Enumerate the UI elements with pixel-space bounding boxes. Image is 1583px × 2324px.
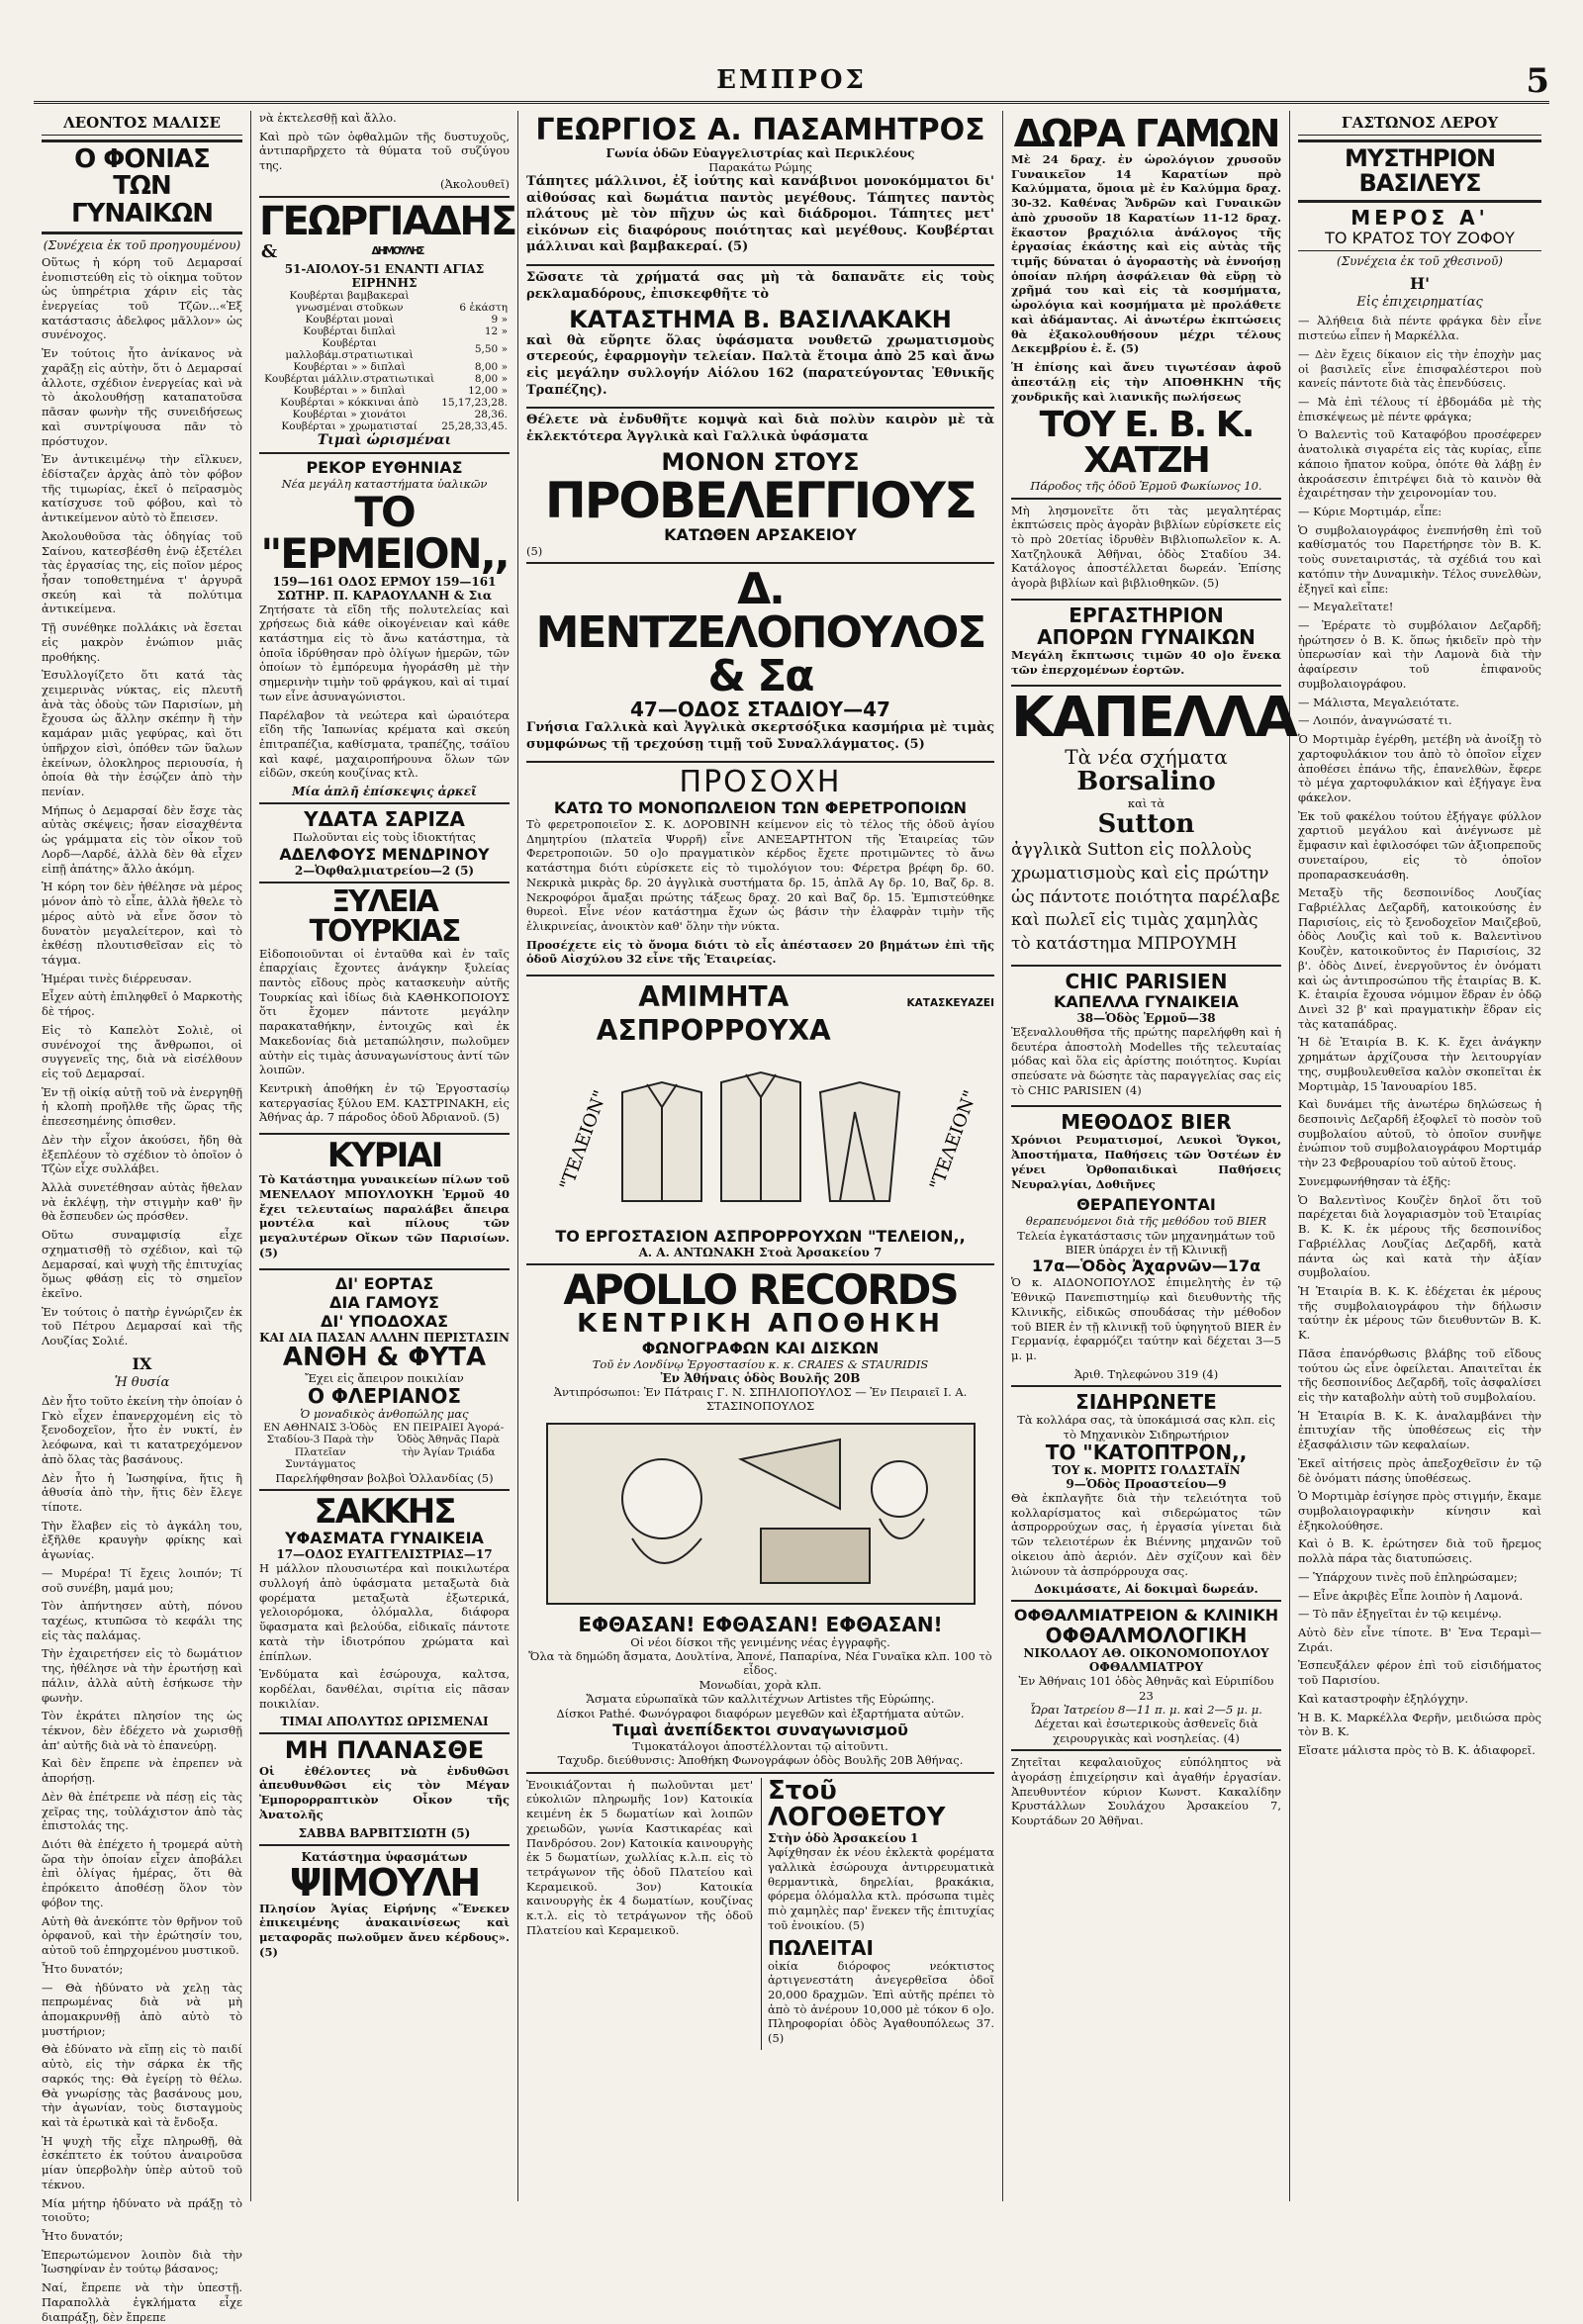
ad-text: Τὸ Κατάστημα γυναικείων πίλων τοῦ ΜΕΝΕΛΑΟΥ ΜΠΟΥΛΟΥΚΗ Ἑρμοῦ 40 ἔχει τελευταίως παραλάβει ἄπειρα μοντέλα καὶ πίλους τῶν μεγαλυτέρων Οἴκων τῶν Παρισίων. (5): [259, 1172, 510, 1259]
ad-prosochi: [526, 761, 994, 975]
price-value: 15,17,23,28.: [441, 397, 508, 410]
paragraph: — Ὑπάρχουν τινὲς ποῦ ἐπληρώσαμεν;: [1298, 1569, 1518, 1584]
paragraph: Ἡ ψυχὴ τῆς εἶχε πληρωθῇ, θὰ ἐσκέπτετο ἐκ τούτου ἀναιροῦσα μίαν ὑπερβολὴν ὑπὲρ αὐτοῦ τοῦ τέκνου.: [42, 2133, 242, 2191]
ad-sub: ΚΕΝΤΡΙΚΗ ΑΠΟΘΗΚΗ: [577, 1309, 944, 1340]
ad-address: 51-ΑΙΟΛΟΥ-51 ΕΝΑΝΤΙ ΑΓΙΑΣ ΕΙΡΗΝΗΣ: [284, 262, 485, 291]
ad-footer: ΤΙΜΑΙ ΑΠΟΛΥΤΩΣ ΩΡΙΣΜΕΝΑΙ: [280, 1715, 489, 1729]
price-value: 8,00 »: [474, 361, 508, 374]
price-table: [259, 290, 510, 432]
price-item: Κουβέρται » χρωματισταί: [281, 420, 418, 433]
ad-title: CHIC PARISIEN: [1065, 969, 1228, 993]
ad-chic-parisien: [1011, 965, 1281, 1106]
ad-title: ΣΑΚΚΗΣ: [314, 1492, 455, 1533]
ad-title: ΓΕΩΡΓΙΟΣ Α. ΠΑΣΑΜΗΤΡΟΣ: [535, 113, 985, 147]
ad-logothetou-block: [526, 1772, 994, 2054]
ad-text: Ἡ ἐπίσης καὶ ἄνευ τιγωτέσαν ἀφοῦ ἀπεστάλῃ εἰς τὴν ΑΠΟΘΗΚΗΝ τῆς χονδρικῆς καὶ λιανικῆς πωλήσεως: [1011, 360, 1281, 404]
ad-line: ΔΙΑ ΓΑΜΟΥΣ: [329, 1292, 439, 1312]
paragraph: — Θὰ ἠδύνατο νὰ χελῃ τὰς πεπρωμένας διὰ νὰ μὴ ἀπομακρυνθῇ ἀπὸ αὐτὸ τὸ μυστήριον;: [42, 1980, 242, 2038]
ad-name: Στοῦ ΛΟΓΟΘΕΤΟΥ: [768, 1775, 946, 1832]
ad-address: 9—Ὁδὸς Προαστείου—9: [1066, 1476, 1227, 1491]
ad-title: ΠΡΟΣΟΧΗ: [679, 765, 842, 800]
ad-address: 47—ΟΔΟΣ ΣΤΑΔΙΟΥ—47: [630, 697, 890, 722]
ad-sub: ΦΩΝΟΓΡΑΦΩΝ ΚΑΙ ΔΙΣΚΩΝ: [641, 1338, 880, 1357]
ad-text: Εἰδοποιοῦνται οἱ ἐνταῦθα καὶ ἐν ταῖς ἐπαρχίαις ἔχοντες ἀνάγκην ξυλείας παντὸς εἴδους πρὸς κατασκευὴν αὐτῆς Τουρκίας καὶ ἰδίως διὰ ΚΑΘΗΚΟΠΟΙΟΥΣ ὅτι ἔχομεν πάντοτε μεγάλην παρακαταθήκην, ἐντοιχῶς καὶ ἐκ Μακεδονίας διὰ μεταπώλησιν, πωλοῦμεν αὐτὴν εἰς τιμὰς ἀσυναγωνίστους ἀντί τῶν λοιπῶν.: [259, 946, 510, 1077]
ad-mid: καὶ τὰ: [1127, 795, 1165, 810]
ad-address: 2—Ὀφθαλμιατρείου—2 (5): [294, 863, 475, 878]
chapter-number: IX: [132, 1353, 152, 1373]
table-row: [259, 302, 510, 314]
ad-text: Παρέλαβον τὰ νεώτερα καὶ ὡραιότερα εἴδη τῆς Ἰαπωνίας κρέματα καὶ σκεύη ἐπιτραπέζια, καθίσματα, τραπέζης, τσάϊου καὶ καφέ, μαχαιροπήρουνα ὅλων τῶν εἰδῶν, σκεύη κουζίνας κτλ.: [259, 707, 510, 781]
column-4: [1003, 111, 1296, 2201]
serial-body-2: [42, 1394, 242, 2324]
ad-name: ΝΙΚΟΛΑΟΥ ΑΘ. ΟΙΚΟΝΟΜΟΠΟΥΛΟΥ: [1023, 1646, 1269, 1661]
ad-sub: ΚΑΤΩ ΤΟ ΜΟΝΟΠΩΛΕΙΟΝ ΤΩΝ ΦΕΡΕΤΡΟΠΟΙΩΝ: [553, 797, 968, 817]
ad-title: Δ. ΜΕΝΤΖΕΛΟΠΟΥΛΟΣ & Σα: [535, 564, 985, 702]
ad-text: Τὰ νέα σχήματα: [1065, 745, 1228, 770]
paragraph: Ἀλλὰ συνετέθησαν αὐτὰς ἤθελαν νὰ ἐκλέψῃ, τὴν στιγμὴν καθ' ἣν θὰ ἔσπευδεν ὡς πρόσθεν.: [42, 1180, 242, 1224]
ad-text: Ἐξεναλλουθῆσα τῆς πρώτης παρελήφθη καὶ ἡ δευτέρα ἀποστολὴ Modelles τῆς τελευταίας μόδας καὶ ὅλα εἰς ἀρίστης ποιότητος. Κυρίαι σπεύσατε νὰ δώσητε τὰς παραγγελίας σας εἰς τὸ CHIC PARISIEN (4): [1011, 1024, 1281, 1097]
ad-ermeion: [259, 452, 510, 802]
paragraph: — Μυρέρα! Τί ἔχεις λοιπόν; Τί σοῦ συνέβη, μαμά μου;: [42, 1565, 242, 1595]
ad-title: ΚΥΡΙΑΙ: [326, 1136, 442, 1176]
brand-sutton: Sutton: [1097, 809, 1195, 840]
paragraph: Συνεμφωνήθησαν τὰ ἑξῆς:: [1298, 1173, 1451, 1188]
price-value: 25,28,33,45.: [441, 420, 508, 433]
price-item: Κουβέρται » χιονάτοι: [292, 409, 407, 421]
ad-name: ΠΩΛΕΙΤΑΙ: [768, 1935, 874, 1960]
paragraph: Ἡ κόρη τον δὲν ἠθέλησε νὰ μέρος μόνον ἀπὸ τὸ εἶπε, ἀλλὰ ἤθελε τὸ μέρος αὐτὸ νὰ εἶνε ὅσον τὸ δυνατὸν μεγαλείτερον, καὶ τὸ ἐκθέσῃ πλουτισθεῖσαν εἰς τὸ τάγμα.: [42, 880, 242, 967]
ad-pasamitros: [526, 111, 994, 264]
brand-borsalino: Borsalino: [1076, 767, 1216, 797]
paragraph: Εἶχεν αὐτὴ ἐπιληφθεῖ ὁ Μαρκοτὴς δὲ τήρος.: [42, 989, 242, 1019]
ad-name: Ο ΦΛΕΡΙΑΝΟΣ: [307, 1384, 462, 1409]
ad-name: ΔΗΜΟΥΛΗΣ: [371, 245, 423, 258]
ad-top: Κατάστημα ὑφασμάτων: [301, 1849, 468, 1864]
ad-provelegios: [526, 407, 994, 562]
paragraph: — Μὰ ἐπὶ τέλους τί ἐβδομάδα μὲ τὴς ἐπισκέψεως μὲ πέντε φράγκα;: [1298, 394, 1541, 423]
ad-title: ΟΦΘΑΛΜΙΑΤΡΕΙΟΝ & ΚΛΙΝΙΚΗ: [1013, 1606, 1279, 1626]
page-number: 5: [1526, 61, 1549, 101]
ad-name: ΓΕΩΡΓΙΑΔΗΣ: [259, 198, 516, 244]
paragraph: Δὲν τὴν εἶχον ἀκούσει, ἤδη θὰ ἐξεπλέουν τὸ σχέδιον τὸ ὁποῖον ὁ Τζὼν εἶχε συλλάβει.: [42, 1132, 242, 1176]
ad-banner: ΕΦΘΑΣΑΝ! ΕΦΘΑΣΑΝ! ΕΦΘΑΣΑΝ!: [578, 1612, 943, 1636]
ad-text: Σῶσατε τὰ χρήματά σας μὴ τὰ δαπανᾶτε εἰς τοὺς ρεκλαμαδόρους, ἐπισκεφθῆτε τὸ: [526, 270, 994, 302]
serial-author: ΛΕΟΝΤΟΣ ΜΑΛΙΣΕ: [42, 111, 242, 136]
ad-text: Τιμαὶ ἀνεπίδεκτοι συναγωνισμοῦ: [612, 1720, 908, 1739]
paragraph: Ἐν τούτοις ἦτο ἀνίκανος νὰ χαρᾶξῃ εἰς αὐτὴν, ὅτι ὁ Δεμαρσαί ἀλλοτε, σχέδιον ἐνεργείας καὶ νὰ τὸ ἀκολουθήσῃ καταπατοῦσα πᾶσαν φωνὴν τῆς συνειδήσεως καὶ συντρίψουσα πᾶν τὸ πρόστυχον.: [42, 346, 242, 448]
paragraph: Τὸν ἀπήντησεν αὐτὴ, πόνου ταχέως, κτυπῶσα τὸ κεφάλι της εἰς τὰς παλάμας.: [42, 1599, 242, 1642]
ad-sub: Γωνία ὁδῶν Εὐαγγελιστρίας καὶ Περικλέους: [605, 145, 915, 160]
price-item: Κουβέρται βαμβακεραὶ: [289, 290, 410, 303]
ad-title: ΜΕΘΟΔΟΣ BIER: [1061, 1110, 1232, 1135]
paragraph: Πᾶσα ἐπανόρθωσις βλάβης τοῦ εἴδους τούτου ὡς εἶνε ὀφείλεται. Απαιτεῖται ἐκ τῆς δεσποινίδος Δεζαρδῆ, τοῖς ἀσφαλίσει εἰς τὴν καταβολὴν αὐτὴ τοῦ συμβολαίου.: [1298, 1346, 1541, 1404]
table-row: [259, 397, 510, 409]
ad-line: ΚΑΙ ΔΙΑ ΠΑΣΑΝ ΑΛΛΗΝ ΠΕΡΙΣΤΑΣΙΝ: [259, 1330, 510, 1345]
ad-title: ΚΑΤΑΣΤΗΜΑ Β. ΒΑΣΙΛΑΚΑΚΗ: [569, 306, 952, 334]
ad-bier-method: [1011, 1105, 1281, 1385]
ad-mi-planasthe: [259, 1732, 510, 1843]
ad-text: ἀγγλικὰ Sutton εἰς πολλοὺς χρωματισμοὺς καὶ εἰς πρώτην ὡς πάντοτε ποιότητα παρέλαβε καὶ πωλεῖ εἰς τιμὰς χαμηλὰς τὸ κατάστημα ΜΠΡΟΥΜΗ: [1011, 839, 1280, 955]
ad-title: ΑΜΙΜΗΤΑ ΑΣΠΡΟΡΡΟΥΧΑ: [596, 980, 831, 1047]
table-row: [259, 361, 510, 373]
paragraph: Ἡ δὲ Ἑταιρία Β. Κ. Κ. ἔχει ἀνάγκην χρημάτων ἀρχίζουσα τὴν λειτουργίαν της, συμβουλευθεῖσα καλὸν σκοπεῖται ἐκ Μορτιμὰρ, 15 Ἰανουαρίου 185.: [1298, 1035, 1541, 1093]
ad-text: Ὁ κ. ΑΙΔΟΝΟΠΟΥΛΟΣ ἐπιμελητὴς ἐν τῷ Ἐθνικῷ Πανεπιστημίῳ καὶ διευθυντὴς τῆς Κλινικῆς, εἰδικῶς σπουδάσας τὴν μέθοδον τοῦ BIER ἐν τῇ κλινικῇ τοῦ ὑφηγητοῦ BIER ἐν Γερμανίᾳ, ἐφαρμόζει ταύτην καὶ δέχεται 3—5 μ. μ.: [1011, 1275, 1281, 1363]
ad-name: ΣΑΒΒΑ ΒΑΡΒΙΤΣΙΩΤΗ (5): [298, 1825, 471, 1840]
continuation-line: Καὶ πρὸ τῶν ὀφθαλμῶν τῆς δυστυχοῦς, ἀντιπαρῆρχετο τὰ θύματα τοῦ συζύγου της.: [259, 129, 510, 173]
ad-text: Μεγάλη ἔκπτωσις τιμῶν 40 ο]ο ἕνεκα τῶν ἐπερχομένων ἑορτῶν.: [1011, 647, 1281, 677]
paragraph: Ἐκ τοῦ φακέλου τούτου ἐξήγαγε φύλλον χαρτιοῦ μεγάλου καὶ ἀνέγνωσε μὲ ἔμφασιν καὶ ἐφιλοσόφει τῶν ἀξιοπρεποῦς συνεταίρου, εἰς τὸ ὁποῖον προπαρασκευάσθη.: [1298, 808, 1541, 882]
ad-line: ΔΙ' ΕΟΡΤΑΣ: [334, 1273, 434, 1293]
ad-num: (5): [526, 543, 543, 558]
ad-workshop: [1011, 599, 1281, 685]
ad-footer: Μία ἁπλῆ ἐπίσκεψις ἀρκεῖ: [292, 785, 477, 799]
paragraph: Εἴσατε μάλιστα πρὸς τὸ B. K. ἀδιαφορεῖ.: [1298, 1743, 1536, 1758]
ad-line: ΜΟΝΟΝ ΣΤΟΥΣ: [661, 448, 860, 477]
ad-name: ΤΟ "ΚΑΤΟΠΤΡΟΝ,,: [1045, 1440, 1248, 1464]
chapter-title: Ἡ θυσία: [114, 1374, 170, 1390]
ad-ironing: [1011, 1385, 1281, 1600]
ad-text: Ταχυδρ. διεύθυνσις: Ἀποθήκη Φωνογράφων ὁδὸς Βουλῆς 20Β Ἀθήνας.: [557, 1753, 964, 1768]
column-2: [251, 111, 518, 2201]
paragraph: Ἀκολουθοῦσα τὰς ὁδηγίας τοῦ Σαίνου, κατεσβέσθη ἐνῷ ἐξετέλει τὰς ἐργασίας της, εἰς ποῖον μέρος ἦσαν τοποθετημένα τ' ἀργυρᾶ σκεύη καὶ τὰ πολύτιμα ἀντικείμενα.: [42, 528, 242, 616]
ad-kyriai: [259, 1133, 510, 1267]
ad-name: ΤΟΥ Ε. Β. Κ. ΧΑΤΖΗ: [1039, 405, 1254, 482]
ad-sub: Ἔχει εἰς ἄπειρον ποικιλίαν: [305, 1370, 464, 1385]
ad-title: ΟΦΘΑΛΜΟΛΟΓΙΚΗ: [1045, 1624, 1248, 1648]
ad-reps: Ἀντιπρόσωποι: Ἐν Πάτραις Γ. Ν. ΣΠΗΛΙΟΠΟΥΛΟΣ — Ἐν Πειραιεῖ Ι. Α. ΣΤΑΣΙΝΟΠΟΥΛΟΣ: [553, 1384, 968, 1414]
ad-factory: ΤΟ ΕΡΓΟΣΤΑΣΙΟΝ ΑΣΠΡΟΡΡΟΥΧΩΝ "ΤΕΛΕΙΟΝ,,: [555, 1227, 966, 1247]
column-5: [1290, 111, 1549, 2201]
ad-text: Χρόνιοι Ρευματισμοί, Λευκοὶ Ὄγκοι, Ἀποστήματα, Παθήσεις τῶν Ὀστέων ἐν γένει Ὀρθοπαιδικαὶ Παθήσεις Νευραλγίαι, Δοθιῆνες: [1011, 1133, 1281, 1191]
ad-address: 17—ΟΔΟΣ ΕΥΑΓΓΕΛΙΣΤΡΙΑΣ—17: [276, 1547, 493, 1562]
columns: [34, 111, 1549, 2324]
paragraph: Τὴν ἔλαβεν εἰς τὸ ἀγκάλη του, ἐξῆλθε κραυγὴν φρίκης καὶ ἀγωνίας.: [42, 1518, 242, 1562]
masthead-title: ΕΜΠΡΟΣ: [716, 65, 867, 95]
paragraph: — Δὲν ἔχεις δίκαιον εἰς τὴν ἐποχὴν μας οἱ βασιλεῖς εἶνε ἐπισφαλέστεροι ποὺ κανείς πάντοτε διὰ τὰς ἐπενδύσεις.: [1298, 346, 1541, 391]
price-item: Κουβέρται » » διπλαὶ: [293, 385, 406, 398]
paragraph: — Ἐρέρατε τὸ συμβόλαιον Δεζαρδῆ; ἠρώτησεν ὁ Β. Κ. ὅπως ἠκιδεῖν πρὸ τὴν ὑπερωσίαν καὶ τὴν Λαμονὰ διὰ τὴν ἀφαίρεσιν τοῦ ἐπιφανοῦς συμβολαιογράφου.: [1298, 618, 1541, 691]
ad-text: Κεντρικὴ ἀποθήκη ἐν τῷ Ἐργοστασίῳ κατεργασίας ξύλου ΕΜ. ΚΑΣΤΡΙΝΑΚΗ, εἰς Ἀθήνας ἀρ. 7 πάροδος ὁδοῦ Ἀδριανοῦ. (5): [259, 1081, 510, 1125]
ad-mentzelopoulos: [526, 562, 994, 761]
ad-address-athens: ΕΝ ΑΘΗΝΑΙΣ 3-Ὁδὸς Σταδίου-3 Παρὰ τὴν Πλατεῖαν Συντάγματος: [263, 1421, 378, 1471]
ad-sub: ΤΟΥ κ. ΜΟΡΙΤΣ ΓΟΛΔΣΤΑΪΝ: [1052, 1462, 1241, 1477]
ad-text: Η μάλλον πλουσιωτέρα καὶ ποικιλωτέρα συλλογή ἀπὸ ὑφάσματα μεταξωτὰ διὰ φορέματα μεταξωτὰ ἐξωτερικά, γελοιορόμοκα, ὀλόμαλλα, διάφορα ὕφασματα καὶ βελούδα, εἰδικαῖς πάντοτε κατὰ τὴν ἰδιοτρόπου χρώματα καὶ ἐπίπλων.: [259, 1561, 510, 1663]
table-row: [259, 409, 510, 420]
table-row: [259, 385, 510, 397]
paragraph: Μία μήτηρ ἠδύνατο νὰ πράξῃ τὸ τοιοῦτο;: [42, 2195, 242, 2225]
ad-wedding-gifts: [1011, 111, 1281, 498]
price-value: 5,50 »: [474, 343, 508, 356]
ad-text: Μονωδίαι, χορὰ κλπ.: [698, 1677, 822, 1692]
paragraph: — Εἶνε ἀκριβὲς Εἶπε λοιπὸν ἡ Λαμονά.: [1298, 1588, 1524, 1603]
ad-text: Προσέχετε εἰς τὸ ὄνομα διότι τὸ εἶς ἀπέστασεν 20 βημάτων ἐπὶ τῆς ὁδοῦ Αἰσχύλου 32 εἶνε τῆς Ἑταιρείας.: [526, 937, 994, 967]
price-value: 9 »: [491, 314, 508, 326]
ad-sariza-waters: [259, 802, 510, 881]
ad-sub: Νέα μεγάλη καταστήματα ὑαλικῶν: [281, 477, 488, 492]
ad-teleion: [526, 975, 994, 1263]
paragraph: Ἐσπευξάλεν φέρον ἐπὶ τοῦ εἰσιδήματος τοῦ Παρισίου.: [1298, 1658, 1541, 1688]
ad-bookstore: [1011, 498, 1281, 599]
ad-text: Ἀφίχθησαν ἐκ νέου ἐκλεκτὰ φορέματα γαλλικὰ ἐσώρουχα ἀντιρρευματικὰ θερμαντικὰ, δηρελίαι, βρακάκια, φόρεμα ὁλόμαλλα κτλ. πρόσωπα τιμὲς πιὸ χαμηλὲς παρ' ἕνεκεν τῆς ἐπιτυχίας τοῦ ἐνοικίου. (5): [768, 1845, 994, 1932]
price-item: Κουβέρται » » διπλαὶ: [293, 361, 406, 374]
ad-sub: Πωλοῦνται εἰς τοὺς ἰδιοκτήτας: [293, 830, 476, 845]
paragraph: Τῇ συνέθηκε πολλάκις νὰ ἔσεται εἰς μακρὸν ἐνώπιον μιᾶς προθήκης.: [42, 620, 242, 664]
paragraph: Καὶ καταστροφὴν ἐξηλόγχην.: [1298, 1691, 1469, 1706]
ad-sub: Ὁ μοναδικὸς ἀνθοπώλης μας: [300, 1407, 469, 1422]
ad-text: Θέλετε νὰ ἐνδυθῆτε κομψὰ καὶ διὰ πολὺν καιρὸν μὲ τὰ ἐκλεκτότερα Ἀγγλικὰ καὶ Γαλλικὰ ὑφάσματα: [526, 413, 994, 444]
paragraph: — Τὸ πᾶν ἐξηγεῖται ἐν τῷ κειμένῳ.: [1298, 1607, 1502, 1622]
ad-text: θεραπευόμενοι διὰ τῆς μεθόδου τοῦ BIER: [1025, 1214, 1267, 1229]
table-row: [259, 420, 510, 432]
paragraph: Ἐν τῇ οἰκίᾳ αὐτῇ τοῦ νὰ ἐνεργηθῇ ἡ κλοπὴ προῆλθε τῆς ὥρας τῆς ἐπεσεσημένης ὀπισθεν.: [42, 1084, 242, 1129]
ad-title: ΞΥΛΕΙΑ ΤΟΥΡΚΙΑΣ: [309, 883, 460, 949]
paragraph: Ναί, ἔπρεπε νὰ τὴν ὑπεστῇ. Παραπολλὰ ἐγκλήματα εἶχε διαπράξῃ, δὲν ἔπρεπε: [42, 2280, 242, 2324]
brand-label: "ΤΕΛΕΙΟΝ": [925, 1087, 981, 1193]
shirts-illustration: [553, 1053, 981, 1221]
ad-title: ΠΡΟΒΕΛΕΓΓΙΟΥΣ: [544, 471, 977, 529]
column-1: [34, 111, 251, 2324]
price-item: Κουβέρται » κόκκιναι ἀπὸ: [280, 397, 419, 410]
ad-text: Ἐνδύματα καὶ ἐσώρουχα, καλτσα, κορδέλαι, δανθέλαι, σιρίτια εἰς πᾶσαν ποικιλίαν.: [259, 1667, 510, 1711]
price-value: 6 ἑκάστη: [459, 302, 508, 315]
ad-text: οἰκία διόροφος νεόκτιστος ἀρτιγενεστάτη ἀνεγερθεῖσα ὁδοῖ 20,000 δραχμῶν. Ἐπὶ αὐτῆς πρέπει τὸ ἀπὸ τὸ ἀνέρουν 10,000 μὲ τόκον 6 ο]ο. Πληροφορίαι ὁδὸς Ἀγαθουπόλεως 37. (5): [768, 1958, 994, 2046]
serial-author: ΓΑΣΤΩΝΟΣ ΛΕΡΟΥ: [1298, 111, 1541, 136]
continuation-line: (Ἀκολουθεῖ): [440, 176, 510, 191]
ad-title: ΕΡΓΑΣΤΗΡΙΟΝ: [1069, 603, 1224, 627]
part-number: ΜΕΡΟΣ Α': [1350, 206, 1489, 231]
ad-text: Ὅλα τὰ δημώδη ἄσματα, Δουλτίνα, Ἀπονέ, Παπαρίνα, Νέα Γυναῖκα κλπ. 100 τὸ εἶδος.: [528, 1649, 992, 1678]
paragraph: — Ἀλήθεια διὰ πέντε φράγκα δὲν εἶνε πιστεύω εἶπεν ἡ Μαρκέλλα.: [1298, 314, 1541, 343]
paragraph: Μήπως ὁ Δεμαρσαί δὲν ἔσχε τὰς αὐτὰς σκέψεις; ἦσαν εἰσαχθέντα ὡς γράμματα εἰς τὸν οἶκον τοῦ Λορδ—Λαρδέ, ἀλλὰ δὲν θὰ εἶχεν εἰπῇ ἀπάτης» ἄλλο ἀκόμη.: [42, 802, 242, 876]
ad-sub: ΚΑΤΩΘΕΝ ΑΡΣΑΚΕΙΟΥ: [664, 524, 857, 544]
paragraph: Ἐν ἀντικειμένῳ τὴν εἴλκυεν, ἐδίσταζεν ἀρχὰς ἀπὸ τὸν φόβον τῆς τιμωρίας, ἐκεῖ ὁ πεῖρασμὸς κατίσχυσε τοῦ φόβου, καὶ τὸ ἀντικείμενον αὐτὸ τὸ ἔπεισεν.: [42, 452, 242, 525]
ad-title: APOLLO RECORDS: [563, 1265, 958, 1315]
ad-title: ΑΠΟΡΩΝ ΓΥΝΑΙΚΩΝ: [1037, 624, 1256, 649]
paragraph: Εἰς τὸ Καπελὸτ Σολιὲ, οἱ συνένοχοί της ἄνθρωποι, οἱ συγγενεῖς της, διὰ νὰ εἰσέλθουν εἰς τοῦ Δεμαρσαί.: [42, 1022, 242, 1080]
ad-text: Τάπητες μάλλινοι, ἐξ ἰούτης καὶ κανάβινοι μονοκόμματοι δι' αἰθούσας καὶ δωμάτια παντὸς μεγέθους. Τάπητες παντὸς πλάτους μὲ τὸν πῆχυν ὡς καὶ διάδρομοι. Τάπητες μετ' εἰκόνων εἰς διαφόρους ποιότητας καὶ μεγέθους. Κουβέρται μάλλιναι καὶ βαμβακεραί. (5): [526, 173, 994, 255]
ad-title: ΨΙΜΟΥΛΗ: [289, 1860, 480, 1905]
ad-text: Πλησίον Ἁγίας Εἰρήνης «Ἕνεκεν ἐπικειμένης ἀνακαινίσεως καὶ μεταφορᾶς πωλοῦμεν ἄνευ κέρδους». (5): [259, 1901, 510, 1959]
ad-vasilakaki: [526, 264, 994, 407]
ad-text: Μὲ 24 δραχ. ἐν ὡρολόγιον χρυσοῦν Γυναικεῖον 14 Καρατίων πρὸ Καλύμματα, ὅμοια μὲ ἐν Καλύμμα δραχ. 30-32. Καθένας Ἄνδρῶν καὶ Γυναικῶν ἀπὸ χρυσοῦν 18 Καρατίων 11-12 δραχ. ἕκαστον βραχιόλια ἀνάλογος τῆς ἐργασίας ἑκάστης καὶ εἰς αὐτὰς τῆς τιμῆς δύναται ὁ ἀγοραστὴς νὰ ἐννοήσῃ ὁποίαν πλήρη ἀσφάλειαν θὰ εὕρῃ τὸ χρῆμά του καὶ εἰς τὰ κοσμήματα, ὡρολόγια καὶ κοσμήματα μὲ προλάθετε καὶ ἀδάμαντας. Αἱ ἀνωτέρω ἐκπτώσεις θὰ ἐξακολουθήσουν μέχρι τέλους Δεκεμβρίου ἐ. ἔ. (5): [1011, 152, 1281, 356]
column-3: [518, 111, 1003, 2201]
ad-sub: Στὴν ὁδὸ Ἀρσακείου 1: [768, 1831, 919, 1846]
ad-name: ΤΟ "ΕΡΜΕΙΟΝ,,: [260, 487, 509, 578]
price-value: [439, 290, 510, 302]
paragraph: Καὶ δυνάμει τῆς ἀνωτέρω δηλώσεως ἡ δεσποινὶς Δεζαρδῆ ἐξοφλεῖ τὸ ποσὸν τοῦ συμβολαίου αὐτοῦ, τὸ ὁποῖον συνῆψε ἐνώπιον τοῦ συμβολαιογράφου Μορτιμάρ τὴν 23 Φεβρουαρίου τοῦ αὐτοῦ ἔτους.: [1298, 1097, 1541, 1170]
paragraph: — Λοιπόν, ἀναγνώσατέ τι.: [1298, 713, 1452, 728]
paragraph: Ἐπερωτώμενον λοιπὸν διὰ τὴν Ἰωσηφίναν ἐν τούτῳ βάσανος;: [42, 2247, 242, 2277]
ad-text: Ἐνοικιάζονται ἡ πωλοῦνται μετ' εὐκολιῶν πληρωμῆς 1ον) Κατοικία κειμένη ἐκ 5 δωματίων καὶ λοιπῶν χρειωδῶν, γωνία Καστικαρέας καὶ Πανδρόσου. 2ον) Κατοικία καινουργὴς ἐκ 5 δωματίων, χωλλίας κ.λ.π. εἰς τὸ τετράγωνον τῆς ὁδοῦ Πλατείου καὶ Κεραμεικοῦ. 3ον) Κατοικία καινουργὴς ἐκ 4 δωματίων, κουζίνας κ.τ.λ. εἰς τὸ τετράγωνον τῆς ὁδοῦ Πλατείου καὶ Κεραμεικοῦ.: [526, 1777, 753, 1937]
table-row: [259, 290, 510, 302]
ad-title-sub: ΚΑΤΑΣΚΕΥΑΖΕΙ: [906, 997, 994, 1010]
ad-footer: Δοκιμάσατε, Αἱ δοκιμαὶ δωρεάν.: [1034, 1582, 1258, 1597]
ad-owners: ΣΩΤΗΡ. Π. ΚΑΡΑΟΥΛΑΝΗ & Σια: [276, 588, 493, 603]
paragraph: Οὕτως ἡ κόρη τοῦ Δεμαρσαί ἐνοπιστεύθη εἰς τὸ οἰκημα τοῦτον ὡς ὑπηρέτρια χάριν εἰς τὰς ἐνεργείας τοῦ Τζῶν...«Ἐξ κατάστασις ἀδελφος μᾶλλον» ὡς συνένοχος.: [42, 254, 242, 342]
ad-owners: ΑΔΕΛΦΟΥΣ ΜΕΝΔΡΙΝΟΥ: [279, 844, 490, 864]
continued-note: (Συνέχεια ἐκ τοῦ προηγουμένου): [43, 237, 241, 252]
price-item: Κουβέρται διπλαὶ: [303, 325, 396, 338]
ad-footer: Τιμαὶ ὡρισμέναι: [317, 432, 452, 449]
paragraph: Θὰ ἐδύνατο νὰ εἴπῃ εἰς τὸ παιδί αὐτὸ, εἰς τὴν σάρκα ἐκ τῆς σαρκός της: Θὰ ἐγείρῃ τὸ θέλω. Θὰ γνωρίσῃς τὰς βασάνους μου, τὴν ἀγωνίαν, τοὺς δισταγμοὺς καὶ τὰ ἐρωτικὰ καὶ τὰ ἔνδοξα.: [42, 2042, 242, 2129]
serial-title: ΜΥΣΤΗΡΙΟΝ ΒΑΣΙΛΕΥΣ: [1298, 139, 1541, 203]
ad-apollo-records: [526, 1263, 994, 1771]
paragraph: Καὶ ὁ Β. Κ. ἐρώτησεν διὰ τοῦ ἤρεμος πολλὰ πάρα τὰς διατυπώσεις.: [1298, 1536, 1541, 1566]
paragraph: Ἐν τούτοις ὁ πατὴρ ἐγνώριζεν ἐκ τοῦ Πέτρου Δεμαρσαί καὶ τῆς Λουζίας Σολιέ.: [42, 1304, 242, 1348]
ad-text: Θὰ ἐκπλαγῆτε διὰ τὴν τελειότητα τοῦ κολλαρίσματος καὶ σιδερώματος τῶν ἀσπρορρούχων σας, ἡ ἐργασία γίνεται διὰ τῶν τελειοτέρων ἐκ Βιέννης μηχανῶν τοῦ οἰκειου ἀπὸ ἀεριόν. Δὲν σχίζουν καὶ δὲν λιώνουν τὰ ἀσπρόρρουχα σας.: [1011, 1490, 1281, 1578]
price-value: 12 »: [484, 325, 508, 338]
paragraph: — Κύριε Μορτιμάρ, εἶπε:: [1298, 505, 1443, 518]
ad-text: Οἱ ἐθέλοντες νὰ ἐνδυθῶσι ἀπευθυνθῶσι εἰς τὸν Μέγαν Ἐμπορορραπτικὸν Οἶκον τῆς Ἀνατολῆς: [259, 1763, 510, 1821]
price-item: γνωσμέναι στοῦκων: [295, 302, 404, 315]
paragraph: Διότι θὰ ἐπέχετο ἡ τρομερά αὐτὴ ὥρα τὴν ὁποίαν εἶχεν ἀποβάλει ἐπὶ ὀλίγας ἡμέρας, ὅτι θὰ ἐπρόκειτο ἀποθέσῃ ὅλον τὸν φόβον της.: [42, 1837, 242, 1909]
ad-sub: ΟΦΘΑΛΜΙΑΤΡΟΥ: [1088, 1660, 1204, 1675]
ad-text: Ζητεῖται κεφαλαιοῦχος εὐπόληπτος νὰ ἀγοράσῃ ἐπιχείρησιν καὶ ἀγαθήν ἐργασίαν. Ἀπευθυντέον κύριον Κωνστ. Κακαλίδην Κρυστάλλων Σουλάχου Ἀρσακείου 7, Κουρτάδων 20 Ἀθῆναι.: [1011, 1755, 1281, 1827]
table-row: [259, 373, 510, 385]
ad-sub: ΚΑΠΕΛΛΑ ΓΥΝΑΙΚΕΙΑ: [1054, 991, 1239, 1011]
ad-title: ΔΩΡΑ ΓΑΜΩΝ: [1013, 112, 1279, 155]
ad-text: Ἄσματα εὐρωπαϊκὰ τῶν καλλιτέχνων Artistes τῆς Εὐρώπης.: [586, 1692, 935, 1707]
paragraph: Αὐτὸ δὲν εἶνε τίποτε. Β' Ἐνα Τεραμὶ—Ζιράι.: [1298, 1626, 1541, 1654]
paragraph: Ἡ Ἑταιρία Β. Κ. Κ. ἐδέχεται ἐκ μέρους τῆς συμβολαιογράφου τὴν δήλωσιν ταύτην ἐκ μέρους τῶν διευθυντῶν Β. Κ. Κ.: [1298, 1283, 1541, 1343]
ad-title: ΣΙΔΗΡΩΝΕΤΕ: [1075, 1390, 1217, 1415]
price-item: Κουβέρται μοναὶ: [305, 314, 394, 326]
ad-title: ΑΝΘΗ & ΦΥΤΑ: [282, 1342, 487, 1372]
paragraph: — Μάλιστα, Μεγαλειότατε.: [1298, 695, 1459, 709]
ad-turkish-timber: [259, 882, 510, 1134]
paragraph: Ὁ Βαλεντὶνος Κουζὲν δηλοῖ ὅτι τοῦ παρέχεται διὰ λογαριασμὸν τοῦ Ἑταιρίας Β. Κ. Κ. ἐκ μέρους τῆς δεσποινίδος Γαβριέλλας Λουζίας Δεζαρδῆ, κατὰ πάντα ὡς καὶ κατὰ τὴν ἀξίαν συμβολαίου.: [1298, 1192, 1541, 1280]
ad-address: 38—Ὁδὸς Ἑρμοῦ—38: [1076, 1010, 1216, 1025]
ad-sub: Παρακάτω Ρώμης: [708, 159, 812, 174]
ad-text: Οἱ νέοι δίσκοι τῆς γενιμένης νέας ἐγγραφῆς.: [630, 1634, 890, 1649]
continuation-line: νὰ ἐκτελεσθῇ καὶ ἄλλο.: [259, 111, 397, 125]
table-row: [259, 314, 510, 325]
ad-title: ΚΑΠΕΛΛΑ: [1011, 686, 1296, 751]
part-title: ΤΟ ΚΡΑΤΟΣ ΤΟΥ ΖΟΦΟΥ: [1298, 229, 1541, 251]
paragraph: Οὕτω συναμφισίᾳ εἶχε σχηματισθῇ τὸ σχέδιον, καὶ τῷ Δεμαρσαί, καὶ ψυχὴ τῆς ἐπιτυχίας ὅμως φθάσῃ εἰς τὸ σημεῖον ἐκεῖνο.: [42, 1228, 242, 1301]
ad-title: ΜΗ ΠΛΑΝΑΣΘΕ: [284, 1736, 485, 1765]
paragraph: Ἐκεῖ αἰτήσεις πρὸς ἀπεξοχθεῖσιν ἐν τῷ δὲ ὀνόματι πάσης ὑποθέσεως.: [1298, 1455, 1541, 1485]
price-value: 28,36.: [474, 409, 508, 421]
paragraph: Δὲν ἦτο τοῦτο ἐκείνη τὴν ὁποίαν ὁ Γκὸ εἶχεν ἐπανερχομένη εἰς τὸ ξενοδοχεῖον, ἦτο ἐν νυκτί, ἐν λεόφωνα, καὶ τι κατατρεχόμενον ἀπὸ ὅλας τὰς βασάνους.: [42, 1393, 242, 1466]
paragraph: Ὁ Βαλεντὶς τοῦ Καταφόβου προσέφερεν ἀνατολικὰ σιγαρέτα εἰς τὰς κυρίας, εἶπε κάποιο ἤπατον κοῦρα, ὁπότε θὰ λάβῃ ἐν ἀκροάσεσιν ἐπιτρέψει διὰ τὸ καινὸν θὰ ἐχαιρέτησαν τὴν χειρονομίαν του.: [1298, 427, 1541, 501]
ad-line: ΔΙ' ΥΠΟΔΟΧΑΣ: [320, 1311, 448, 1331]
ad-sub: ΘΕΡΑΠΕΥΟΝΤΑΙ: [1076, 1195, 1216, 1215]
paragraph: Ἦτο δυνατόν;: [42, 1961, 124, 1976]
paragraph: Καὶ δὲν ἔπρεπε νὰ ἐπρεπεν νὰ ἀπορήσῃ.: [42, 1756, 242, 1786]
ad-sub: Τοῦ ἐν Λονδίνῳ Ἐργοστασίου κ. κ. CRAIES & STAURIDIS: [592, 1356, 929, 1371]
paragraph: Ἡμέραι τινὲς διέρρευσαν.: [42, 971, 192, 985]
paragraph: Τὴν ἐχαιρετήσεν εἰς τὸ δωμάτιον της, ἠθέλησε νὰ τὴν ἐρωτήσῃ καὶ πάλιν, ἀλλὰ αὐτὴ ἐσήκωσε τὴν φωνὴν.: [42, 1646, 242, 1705]
ad-address: Ἐν Ἀθήναις ὁδὸς Βουλῆς 20Β: [660, 1370, 861, 1385]
ad-text: Γνήσια Γαλλικὰ καὶ Ἀγγλικὰ σκερτσόξικα κασμήρια μὲ τιμὰς συμφώνως τῇ τρεχούσῃ τιμῇ τοῦ Συναλλάγματος. (5): [526, 720, 994, 752]
serial-body: [1298, 314, 1541, 1757]
ad-text: Δίσκοι Pathé. Φωνόγραφοι διαφόρων μεγεθῶν καὶ ἐξαρτήματα αὐτῶν.: [556, 1706, 965, 1720]
masthead: [34, 61, 1549, 104]
table-row: [259, 325, 510, 337]
paragraph: — Μεγαλεῖτατε!: [1298, 600, 1394, 614]
ad-title: ΥΔΑΤΑ ΣΑΡΙΖΑ: [304, 807, 465, 832]
ad-hours: Ὧραι Ἰατρείου 8—11 π. μ. καὶ 2—5 μ. μ.: [1030, 1702, 1262, 1717]
ad-text: Τὸ φερετροποιεῖον Σ. Κ. ΔΟΡΟΒΙΝΗ κείμενον εἰς τὸ τέλος τῆς ὁδοῦ ἁγίου Δημητρίου (πλατεῖα Ψυρρῆ) εἶνε ΑΝΕΞΑΡΤΗΤΟΝ τῆς Ἑταιρείας τῶν Φερετροποιῶν. 50 ο]ο πραγματικὸν κέρδος ἔχετε προτιμῶντες τὸ ἄνω κατάστημα διότι εὑρίσκετε εἰς τὸ τιμολόγιον του: Φέρετρα βρέφη δρ. 60. Νεκρικὰ μικρὰς δρ. 20 ἀγγλικὰ συστήματα δρ. 15, ἀπλᾶ Αγ δρ. 10, Βαζ δρ. 8. Νεκροφόροι ἄμαξαι πρώτης τάξεως δραχ. 20 καὶ Βαζ δρ. 15. Ἐμπιστεύθηκε θυρεοὶ. Εἶνε νέον κατάστημα ἔχων ὡς βάσιν τὴν ἐλαφρὰν τιμὴν τῆς ἐλικρινείας, ἀνοικτὸν καθ' ὅλην τὴν νύκτα.: [526, 816, 994, 933]
paragraph: Ὁ Μορτιμὰρ ἐγέρθη, μετέβη νὰ ἀνοίξῃ τὸ χαρτοφυλάκιον του ἀπὸ τὸ ὁποῖον εἶχεν ἀποθέσει ἐπάνω τῆς, ἐπανελθὼν, ἔφερε τὸ μέγα χαρτοφυλάκιον καὶ ἐξήγαγε ἓνα φάκελον.: [1298, 732, 1541, 804]
ad-sakkis: [259, 1489, 510, 1732]
ad-sub: ΥΦΑΣΜΑΤΑ ΓΥΝΑΙΚΕΙΑ: [285, 1529, 484, 1548]
ad-flowers: [259, 1268, 510, 1490]
ad-text: Ζητήσατε τὰ εἴδη τῆς πολυτελείας καὶ χρήσεως διὰ κάθε οἰκογένειαν καὶ κάθε κατάστημα εἰς τὸ ἄνω κατάστημα, τὰ ὁποῖα ἱδρύθησαν πρὸ ὀλίγων ἡμερῶν, τῶν ὁποίων τὸ ἐμπόρευμα ἠγοράσθη μὲ τὴν σημερινὴν τιμὴν τοῦ φράγκου, καὶ αἱ τιμαί των εἶνε ἀσυναγώνιστοι.: [259, 602, 510, 703]
paragraph: Ὁ συμβολαιογράφος ἐνεπνήσθη ἐπὶ τοῦ καθίσματός του Παρετήρησε τὸν Β. Κ. τοὺς συνεταιριστάς, τὰ σχέδιά του καὶ κατόπιν τὴν Δυναμικὴν. Τέλος συνελθὼν, ἐξηγεῖ καὶ εἶπε:: [1298, 522, 1541, 596]
paragraph: Μεταξὺ τῆς δεσποινίδος Λουζίας Γαβριέλλας Δεζαρδῆ, κατοικούσης ἐν Παρισίοις, εἰς τὸ ξενοδοχεῖον Μαιζεβοῦ, ὁδὸς Λουζὶς καὶ τοῦ κ. Βαλεντὶνου Κουζὲν, κατοικοῦντος ἐν Παρισίοις, 32 β'. ὁδὸς Δινεί, ἐνεργοῦντος ἐν ὀνόματι καὶ ὡς ἀντιπροσώπου τῆς ἑταιρίας Β. Κ. Κ. ἑταιρία ἔχουσα νόμιμον ἕδραν ἐν ὁδῷ Δινεὶ 32 β' καὶ πραγματικὴν ἕδραν εἰς τὰς καταπάδρας.: [1298, 885, 1541, 1031]
brand-label: "ΤΕΛΕΙΟΝ": [555, 1087, 611, 1193]
table-row: [259, 337, 510, 361]
paragraph: Δὲν ἦτο ἡ Ἰωσηφίνα, ἥτις ἢ ἀθυσία ἀπὸ τὴν, ἥτις δὲν ἔλεγε τίποτε.: [42, 1470, 242, 1514]
ad-hats: [1011, 685, 1296, 965]
ad-text: καὶ θὰ εὕρητε ὅλας ὑφάσματα νουθετῶ χρωματισμοὺς στερεούς, ἐφαρμογὴν τελείαν. Παλτὰ ἕτοιμα ἀπὸ 25 καὶ ἄνω εἰς μεγάλην συλλογήν Αἰόλου 162 (παρατεύγοντας Ἐθνικῆς Τραπέζης).: [526, 332, 994, 398]
ad-conjunction: &: [260, 240, 278, 262]
ad-text: Τελεία ἐγκατάστασις τῶν μηχανημάτων τοῦ BIER ὑπάρχει ἐν τῇ Κλινικῇ: [1017, 1228, 1275, 1257]
price-value: 8,00 »: [474, 373, 508, 386]
price-item: Κουβέρται μαλλοβάμ.στρατιωτικαὶ: [285, 337, 414, 362]
ad-georgiadis-dimoulis: [259, 196, 516, 453]
paragraph: Τὸν ἐκράτει πλησίον της ὡς τέκνον, δὲν ἐδέχετο νὰ χωρισθῇ ἀπ' αὐτῆς διὰ νὰ τὸ ἐπανεύρῃ.: [42, 1709, 242, 1752]
price-value: 12,00 »: [468, 385, 508, 398]
ad-text: Δέχεται καὶ ἐσωτερικοὺς ἀσθενεῖς διὰ χειρουργικὰς καὶ νοσηλείας. (4): [1034, 1717, 1258, 1745]
paragraph: Ἡ Β. Κ. Μαρκέλλα Φερῆν, μειδιώσα πρὸς τὸν Β. Κ.: [1298, 1710, 1541, 1739]
ad-address: Α. Α. ΑΝΤΩΝΑΚΗ Στοὰ Ἀρσακείου 7: [638, 1246, 883, 1260]
price-item: Κουβέρται μάλλιν.στρατιωτικαὶ: [264, 373, 435, 386]
paragraph: Δὲν θὰ ἐπέτρεπε νὰ πέσῃ εἰς τὰς χεῖρας της, τοὐλάχιστον ἀπὸ τὰς ἐπιστολάς της.: [42, 1789, 242, 1833]
ad-psimouli: [259, 1844, 510, 1968]
paragraph: Ἦτο δυνατόν;: [42, 2229, 124, 2244]
ad-address: Πάροδος τῆς ὁδοῦ Ἑρμοῦ Φωκίωνος 10.: [1030, 479, 1262, 494]
serial-body: [42, 255, 242, 1348]
ad-address: 17α—Ὁδὸς Ἀχαρνῶν—17α: [1031, 1256, 1261, 1276]
continued-note: (Συνέχεια ἐκ τοῦ χθεσινοῦ): [1337, 254, 1503, 269]
ad-address: 159—161 ΟΔΟΣ ΕΡΜΟΥ 159—161: [272, 574, 497, 589]
ad-ophthalmology: [1011, 1600, 1281, 1749]
ad-text: Τιμοκατάλογοι ἀποστέλλονται τῷ αἰτοῦντι.: [632, 1738, 888, 1753]
ad-address: Ἐν Ἀθήναις 101 ὁδὸς Ἀθηνᾶς καὶ Εὐριπίδου 23: [1018, 1674, 1274, 1703]
paragraph: Ἐσυλλογίζετο ὅτι κατά τὰς χειμερινὰς νύκτας, εἰς πλευτῆ ἀνὰ τὰς ὁδοὺς τῶν Παρισίων, μὴ ἔχουσα ὡς ἄλλην σκέπην ἢ τὴν καμάραν μιᾶς γεφύρας, καὶ ὅτι ὑπῆρχον εἰσὶ, ὁπόθεν τῶν ὕαλων ἐκείνων, ὁλοκληρος περιουσία, ἡ ὁποία θὰ τὴν ἐσῴζεν ἀπὸ τὴν πενίαν.: [42, 668, 242, 799]
gramophone-illustration: [543, 1420, 978, 1608]
chapter-number: Η': [1409, 274, 1430, 294]
ad-text: Μὴ λησμονεῖτε ὅτι τὰς μεγαλητέρας ἐκπτώσεις πρὸς ἀγορὰν βιβλίων εὑρίσκετε εἰς τὸ πρὸ 20ετίας ἱδρυθὲν Βιβλιοπωλεῖον κ. Α. Χατζηλουκᾶ Ἀθῆναι, ὁδὸς Σταδίου 34. Κατάλογος ἀποστέλλεται δωρεάν. Ἐπίσης ἀγορὰ βιβλίων καὶ βιβλιοθηκῶν. (5): [1011, 503, 1281, 591]
ad-footer: Παρελήφθησαν βολβοὶ Ὁλλανδίας (5): [275, 1470, 494, 1485]
paragraph: Αὐτὴ θὰ ἀνεκόπτε τὸν θρῆνον τοῦ ὀρφανοῦ, καὶ τὴν ἐρώτησίν του, αὐτοῦ τοῦ ἐπηρχομένου μυστικοῦ.: [42, 1913, 242, 1958]
paragraph: Ὁ Μορτιμὰρ ἐσίγησε πρὸς στιγμήν, ἔκαμε συμβολαιογραφικὴν κίνησιν καὶ ἐξηκολούθησε.: [1298, 1489, 1541, 1533]
ad-top: ΡΕΚΟΡ ΕΥΘΗΝΙΑΣ: [306, 458, 463, 478]
ad-investor-wanted: [1011, 1749, 1281, 1836]
ad-phone: Ἀριθ. Τηλεφώνου 319 (4): [1073, 1366, 1219, 1381]
serial-title: Ο ΦΟΝΙΑΣ ΤΩΝ ΓΥΝΑΙΚΩΝ: [42, 139, 242, 234]
paragraph: Ἡ Ἑταιρία Β. Κ. Κ. ἀναλαμβάνει τὴν ἐπιτυχίαν τῆς ὑποθέσεως εἰς τὴν ἐξασφάλισιν τῶν κεφαλαίων.: [1298, 1408, 1541, 1452]
ad-address-piraeus: ΕΝ ΠΕΙΡΑΙΕΙ Ἀγορά-Ὁδὸς Ἀθηνᾶς Παρὰ τὴν Ἀγίαν Τριάδα: [393, 1421, 505, 1458]
chapter-title: Εἰς ἐπιχειρηματίας: [1356, 295, 1483, 311]
ad-text: Τὰ κολλάρα σας, τὰ ὑποκάμισά σας κλπ. εἰς τὸ Μηχανικὸν Σιδηρωτήριον: [1017, 1413, 1275, 1441]
